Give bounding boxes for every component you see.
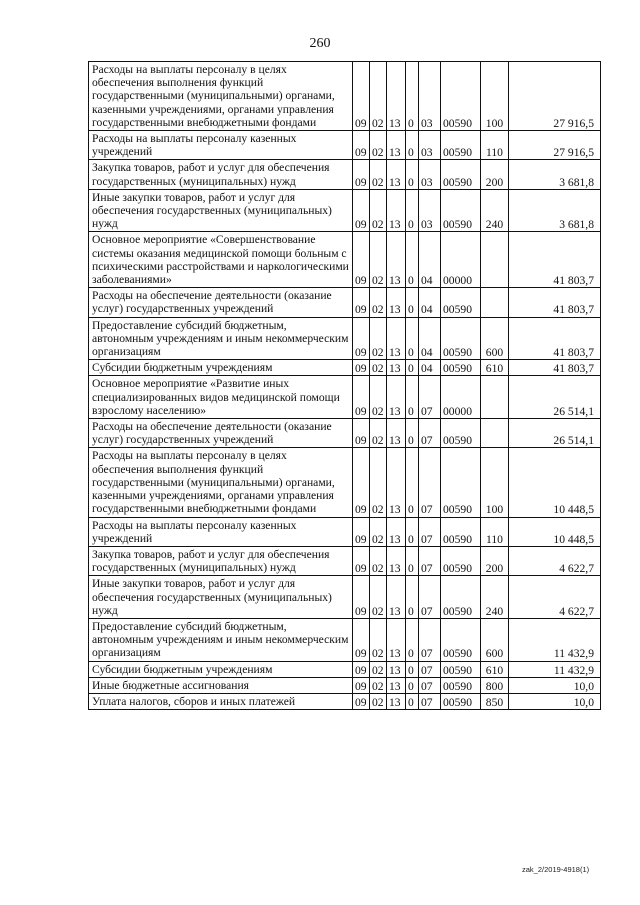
direction-code: 00590	[441, 131, 481, 160]
program-code: 13	[387, 317, 406, 360]
table-row	[89, 661, 601, 677]
section-code: 09	[353, 546, 370, 575]
direction-code: 00590	[441, 693, 481, 709]
program-code: 13	[387, 288, 406, 317]
activity-code: 04	[419, 288, 441, 317]
program-code: 13	[387, 160, 406, 189]
amount: 41 803,7	[509, 288, 601, 317]
activity-code: 07	[419, 546, 441, 575]
section-code: 09	[353, 288, 370, 317]
activity-code: 04	[419, 317, 441, 360]
section-code: 09	[353, 131, 370, 160]
activity-code: 07	[419, 693, 441, 709]
direction-code: 00590	[441, 546, 481, 575]
row-name: Закупка товаров, работ и услуг для обеспечения государственных (муниципальных) нужд	[89, 546, 353, 575]
section-code: 09	[353, 693, 370, 709]
subprogram-code: 0	[406, 360, 419, 376]
subprogram-code: 0	[406, 419, 419, 448]
table-row	[89, 189, 601, 232]
subprogram-code: 0	[406, 618, 419, 661]
program-code: 13	[387, 189, 406, 232]
program-code: 13	[387, 693, 406, 709]
table-row	[89, 232, 601, 288]
table-row	[89, 517, 601, 546]
subsection-code: 02	[370, 693, 387, 709]
section-code: 09	[353, 677, 370, 693]
subsection-code: 02	[370, 517, 387, 546]
activity-code: 07	[419, 677, 441, 693]
subsection-code: 02	[370, 576, 387, 619]
expense-type-code: 600	[481, 317, 509, 360]
budget-table	[88, 61, 601, 710]
program-code: 13	[387, 661, 406, 677]
subsection-code: 02	[370, 376, 387, 419]
amount: 11 432,9	[509, 618, 601, 661]
subprogram-code: 0	[406, 661, 419, 677]
section-code: 09	[353, 317, 370, 360]
row-name: Предоставление субсидий бюджетным, автономным учреждениям и иным некоммерческим организациям	[89, 317, 353, 360]
expense-type-code: 800	[481, 677, 509, 693]
expense-type-code: 850	[481, 693, 509, 709]
subprogram-code: 0	[406, 288, 419, 317]
row-name: Расходы на обеспечение деятельности (оказание услуг) государственных учреждений	[89, 288, 353, 317]
section-code: 09	[353, 618, 370, 661]
table-row	[89, 448, 601, 517]
subprogram-code: 0	[406, 232, 419, 288]
document-code: zak_2/2019-4918(1)	[522, 865, 590, 874]
subsection-code: 02	[370, 661, 387, 677]
program-code: 13	[387, 232, 406, 288]
amount: 41 803,7	[509, 232, 601, 288]
activity-code: 04	[419, 232, 441, 288]
table-row	[89, 360, 601, 376]
amount: 3 681,8	[509, 189, 601, 232]
section-code: 09	[353, 232, 370, 288]
row-name: Иные закупки товаров, работ и услуг для обеспечения государственных (муниципальных) нужд	[89, 576, 353, 619]
program-code: 13	[387, 546, 406, 575]
activity-code: 03	[419, 160, 441, 189]
row-name: Предоставление субсидий бюджетным, автономным учреждениям и иным некоммерческим организациям	[89, 618, 353, 661]
expense-type-code: 110	[481, 517, 509, 546]
amount: 10 448,5	[509, 517, 601, 546]
activity-code: 07	[419, 419, 441, 448]
subsection-code: 02	[370, 189, 387, 232]
activity-code: 07	[419, 618, 441, 661]
amount: 3 681,8	[509, 160, 601, 189]
table-row	[89, 693, 601, 709]
expense-type-code: 200	[481, 160, 509, 189]
subsection-code: 02	[370, 618, 387, 661]
row-name: Субсидии бюджетным учреждениям	[89, 661, 353, 677]
section-code: 09	[353, 419, 370, 448]
amount: 10 448,5	[509, 448, 601, 517]
table-row	[89, 288, 601, 317]
expense-type-code: 240	[481, 576, 509, 619]
page-number: 260	[309, 36, 331, 51]
section-code: 09	[353, 189, 370, 232]
subsection-code: 02	[370, 360, 387, 376]
program-code: 13	[387, 131, 406, 160]
table-row	[89, 618, 601, 661]
expense-type-code: 600	[481, 618, 509, 661]
direction-code: 00590	[441, 160, 481, 189]
amount: 41 803,7	[509, 360, 601, 376]
amount: 11 432,9	[509, 661, 601, 677]
section-code: 09	[353, 661, 370, 677]
subprogram-code: 0	[406, 576, 419, 619]
row-name: Расходы на выплаты персоналу казенных учреждений	[89, 517, 353, 546]
section-code: 09	[353, 517, 370, 546]
table-row	[89, 62, 601, 131]
expense-type-code: 100	[481, 62, 509, 131]
section-code: 09	[353, 376, 370, 419]
section-code: 09	[353, 62, 370, 131]
program-code: 13	[387, 576, 406, 619]
row-name: Субсидии бюджетным учреждениям	[89, 360, 353, 376]
direction-code: 00590	[441, 317, 481, 360]
subsection-code: 02	[370, 419, 387, 448]
section-code: 09	[353, 576, 370, 619]
direction-code: 00590	[441, 448, 481, 517]
direction-code: 00590	[441, 576, 481, 619]
expense-type-code: 110	[481, 131, 509, 160]
row-name: Расходы на выплаты персоналу в целях обеспечения выполнения функций государственными (муниципальными) органами, казенными учреждениями, органами управления государственными внебюджетными фондами	[89, 448, 353, 517]
table-row	[89, 546, 601, 575]
program-code: 13	[387, 677, 406, 693]
direction-code: 00590	[441, 62, 481, 131]
table-row	[89, 419, 601, 448]
program-code: 13	[387, 419, 406, 448]
expense-type-code: 100	[481, 448, 509, 517]
program-code: 13	[387, 360, 406, 376]
amount: 41 803,7	[509, 317, 601, 360]
amount: 26 514,1	[509, 376, 601, 419]
activity-code: 07	[419, 661, 441, 677]
direction-code: 00590	[441, 661, 481, 677]
program-code: 13	[387, 618, 406, 661]
activity-code: 07	[419, 448, 441, 517]
amount: 4 622,7	[509, 546, 601, 575]
direction-code: 00590	[441, 618, 481, 661]
table-row	[89, 160, 601, 189]
direction-code: 00590	[441, 419, 481, 448]
subsection-code: 02	[370, 546, 387, 575]
row-name: Расходы на обеспечение деятельности (оказание услуг) государственных учреждений	[89, 419, 353, 448]
amount: 10,0	[509, 693, 601, 709]
activity-code: 03	[419, 189, 441, 232]
section-code: 09	[353, 360, 370, 376]
subprogram-code: 0	[406, 546, 419, 575]
row-name: Основное мероприятие «Совершенствование системы оказания медицинской помощи больным с психическими расстройствами и наркологическими заболеваниями»	[89, 232, 353, 288]
table-row	[89, 131, 601, 160]
expense-type-code: 610	[481, 661, 509, 677]
subprogram-code: 0	[406, 448, 419, 517]
subprogram-code: 0	[406, 131, 419, 160]
activity-code: 03	[419, 131, 441, 160]
subsection-code: 02	[370, 317, 387, 360]
table-row	[89, 317, 601, 360]
direction-code: 00590	[441, 517, 481, 546]
direction-code: 00000	[441, 232, 481, 288]
direction-code: 00590	[441, 677, 481, 693]
direction-code: 00000	[441, 376, 481, 419]
table-row	[89, 376, 601, 419]
direction-code: 00590	[441, 288, 481, 317]
row-name: Иные закупки товаров, работ и услуг для обеспечения государственных (муниципальных) нужд	[89, 189, 353, 232]
expense-type-code	[481, 232, 509, 288]
amount: 26 514,1	[509, 419, 601, 448]
direction-code: 00590	[441, 360, 481, 376]
expense-type-code: 200	[481, 546, 509, 575]
amount: 27 916,5	[509, 131, 601, 160]
amount: 4 622,7	[509, 576, 601, 619]
subsection-code: 02	[370, 131, 387, 160]
direction-code: 00590	[441, 189, 481, 232]
subprogram-code: 0	[406, 62, 419, 131]
program-code: 13	[387, 448, 406, 517]
row-name: Иные бюджетные ассигнования	[89, 677, 353, 693]
expense-type-code: 240	[481, 189, 509, 232]
program-code: 13	[387, 517, 406, 546]
program-code: 13	[387, 62, 406, 131]
amount: 27 916,5	[509, 62, 601, 131]
subsection-code: 02	[370, 288, 387, 317]
expense-type-code	[481, 376, 509, 419]
row-name: Расходы на выплаты персоналу казенных учреждений	[89, 131, 353, 160]
table-row	[89, 576, 601, 619]
subprogram-code: 0	[406, 376, 419, 419]
row-name: Основное мероприятие «Развитие иных специализированных видов медицинской помощи взрослому населению»	[89, 376, 353, 419]
expense-type-code	[481, 288, 509, 317]
subprogram-code: 0	[406, 693, 419, 709]
subsection-code: 02	[370, 62, 387, 131]
expense-type-code: 610	[481, 360, 509, 376]
program-code: 13	[387, 376, 406, 419]
subsection-code: 02	[370, 448, 387, 517]
activity-code: 04	[419, 360, 441, 376]
row-name: Расходы на выплаты персоналу в целях обеспечения выполнения функций государственными (муниципальными) органами, казенными учреждениями, органами управления государственными внебюджетными фондами	[89, 62, 353, 131]
activity-code: 07	[419, 376, 441, 419]
subsection-code: 02	[370, 677, 387, 693]
subsection-code: 02	[370, 232, 387, 288]
subprogram-code: 0	[406, 317, 419, 360]
activity-code: 03	[419, 62, 441, 131]
section-code: 09	[353, 160, 370, 189]
subprogram-code: 0	[406, 160, 419, 189]
amount: 10,0	[509, 677, 601, 693]
section-code: 09	[353, 448, 370, 517]
row-name: Закупка товаров, работ и услуг для обеспечения государственных (муниципальных) нужд	[89, 160, 353, 189]
subprogram-code: 0	[406, 189, 419, 232]
activity-code: 07	[419, 576, 441, 619]
row-name: Уплата налогов, сборов и иных платежей	[89, 693, 353, 709]
subprogram-code: 0	[406, 517, 419, 546]
table-row	[89, 677, 601, 693]
subsection-code: 02	[370, 160, 387, 189]
expense-type-code	[481, 419, 509, 448]
activity-code: 07	[419, 517, 441, 546]
subprogram-code: 0	[406, 677, 419, 693]
